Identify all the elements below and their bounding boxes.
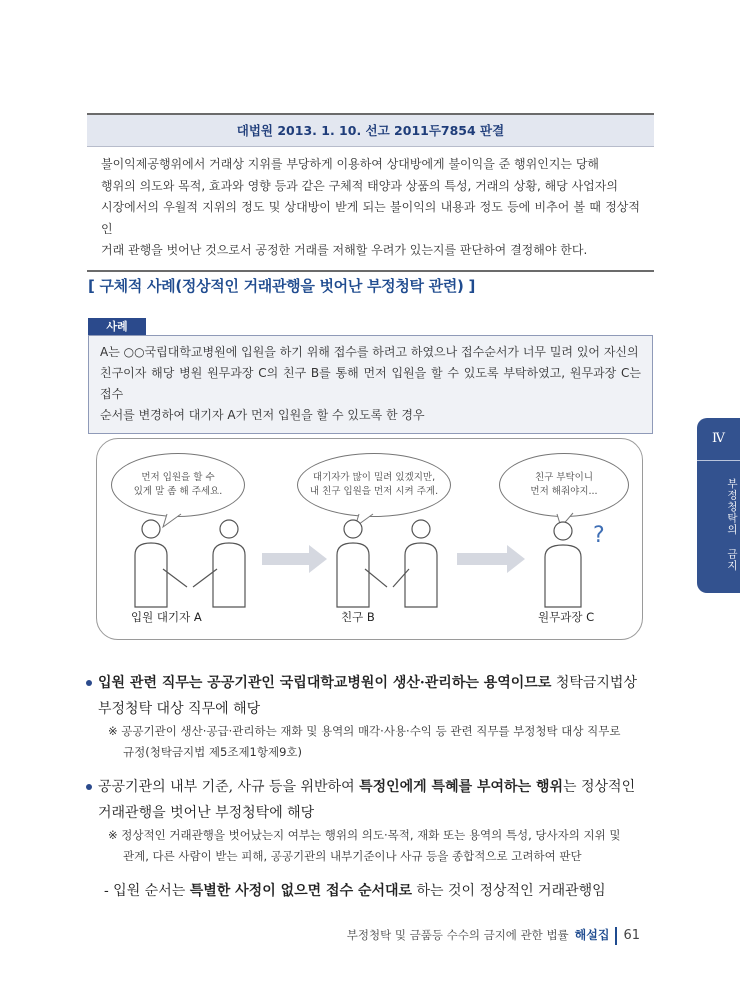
dash-item: - 입원 순서는 특별한 사정이 없으면 접수 순서대로 하는 것이 정상적인 거래관행임 (104, 883, 606, 899)
chapter-side-tab[interactable] (697, 418, 740, 593)
case-line: 친구이자 해당 병원 원무과장 C의 친구 B를 통해 먼저 입원을 할 수 있도록 부탁하였고, 원무과장 C는 접수 (100, 366, 641, 401)
speech-bubble-c: 친구 부탁이니 먼저 해줘야지... (499, 453, 629, 517)
court-ruling-box (87, 113, 654, 272)
person-b-icon (337, 520, 387, 607)
page-number: 61 (623, 928, 640, 943)
footer-book: 해설집 (574, 928, 610, 942)
person-c-icon (545, 522, 581, 607)
page-footer (347, 926, 640, 945)
note: ※ 정상적인 거래관행을 벗어났는지 여부는 행위의 의도·목적, 재화 또는 용역의 특성, 당사자의 지위 및 관계, 다른 사람이 받는 피해, 공공기관의 내부기준이나 사규 등을 종합적으로 고려하여 판단 (108, 828, 621, 863)
case-line: 순서를 변경하여 대기자 A가 먼저 입원을 할 수 있도록 한 경우 (100, 408, 425, 422)
arrow-right-icon (262, 545, 327, 573)
footer-title: 부정청탁 및 금품등 수수의 금지에 관한 법률 (346, 928, 569, 942)
person-b-icon (193, 520, 245, 607)
note: ※ 공공기관이 생산·공급·관리하는 재화 및 용역의 매각·사용·수익 등 관련 직무를 부정청탁 대상 직무로 규정(청탁금지법 제5조제1항제9호) (108, 724, 621, 759)
chapter-number: Ⅳ (697, 418, 740, 461)
arrow-right-icon (457, 545, 525, 573)
footer-divider (615, 927, 617, 945)
person-c-icon (393, 520, 437, 607)
bullet-item: 공공기관의 내부 기준, 사규 등을 위반하여 특정인에게 특혜를 부여하는 행위는 정상적인 거래관행을 벗어난 부정청탁에 해당 (92, 774, 652, 826)
label-waiting-patient-a: 입원 대기자 A (131, 610, 202, 624)
bullet-dot-icon (86, 680, 92, 686)
ruling-line: 시장에서의 우월적 지위의 정도 및 상대방이 받게 되는 불이익의 내용과 정도 등에 비추어 볼 때 정상적인 (101, 200, 640, 236)
chapter-title: 부정청탁의 금지 (726, 478, 738, 572)
bullet-dot-icon (86, 784, 92, 790)
ruling-line: 불이익제공행위에서 거래상 지위를 부당하게 이용하여 상대방에게 불이익을 준 행위인지는 당해 (101, 157, 600, 171)
case-line: A는 ○○국립대학교병원에 입원을 하기 위해 접수를 하려고 하였으나 접수순서가 너무 밀려 있어 자신의 (100, 345, 639, 359)
bullet-item: 입원 관련 직무는 공공기관인 국립대학교병원이 생산·관리하는 용역이므로 청탁금지법상 부정청탁 대상 직무에 해당 (92, 670, 652, 722)
question-mark: ? (593, 523, 605, 548)
section-heading: [ 구체적 사례(정상적인 거래관행을 벗어난 부정청탁 관련) ] (88, 277, 476, 295)
case-illustration (96, 438, 643, 640)
speech-bubble-b: 대기자가 많이 밀려 있겠지만, 내 친구 입원을 먼저 시켜 주게. (297, 453, 451, 517)
person-a-icon (135, 520, 187, 607)
ruling-line: 행위의 의도와 목적, 효과와 영향 등과 같은 구체적 태양과 상품의 특성, 거래의 상황, 해당 사업자의 (101, 178, 618, 193)
ruling-body (87, 147, 654, 270)
speech-bubble-a: 먼저 입원을 할 수 있게 말 좀 해 주세요. (111, 453, 245, 517)
ruling-line: 거래 관행을 벗어난 것으로서 공정한 거래를 저해할 우려가 있는지를 판단하여 결정해야 한다. (101, 243, 588, 257)
label-friend-b: 친구 B (341, 610, 375, 624)
case-tag: 사례 (88, 318, 146, 335)
label-manager-c: 원무과장 C (538, 610, 595, 624)
case-box (88, 335, 653, 434)
ruling-title: 대법원 2013. 1. 10. 선고 2011두7854 판결 (87, 115, 654, 147)
